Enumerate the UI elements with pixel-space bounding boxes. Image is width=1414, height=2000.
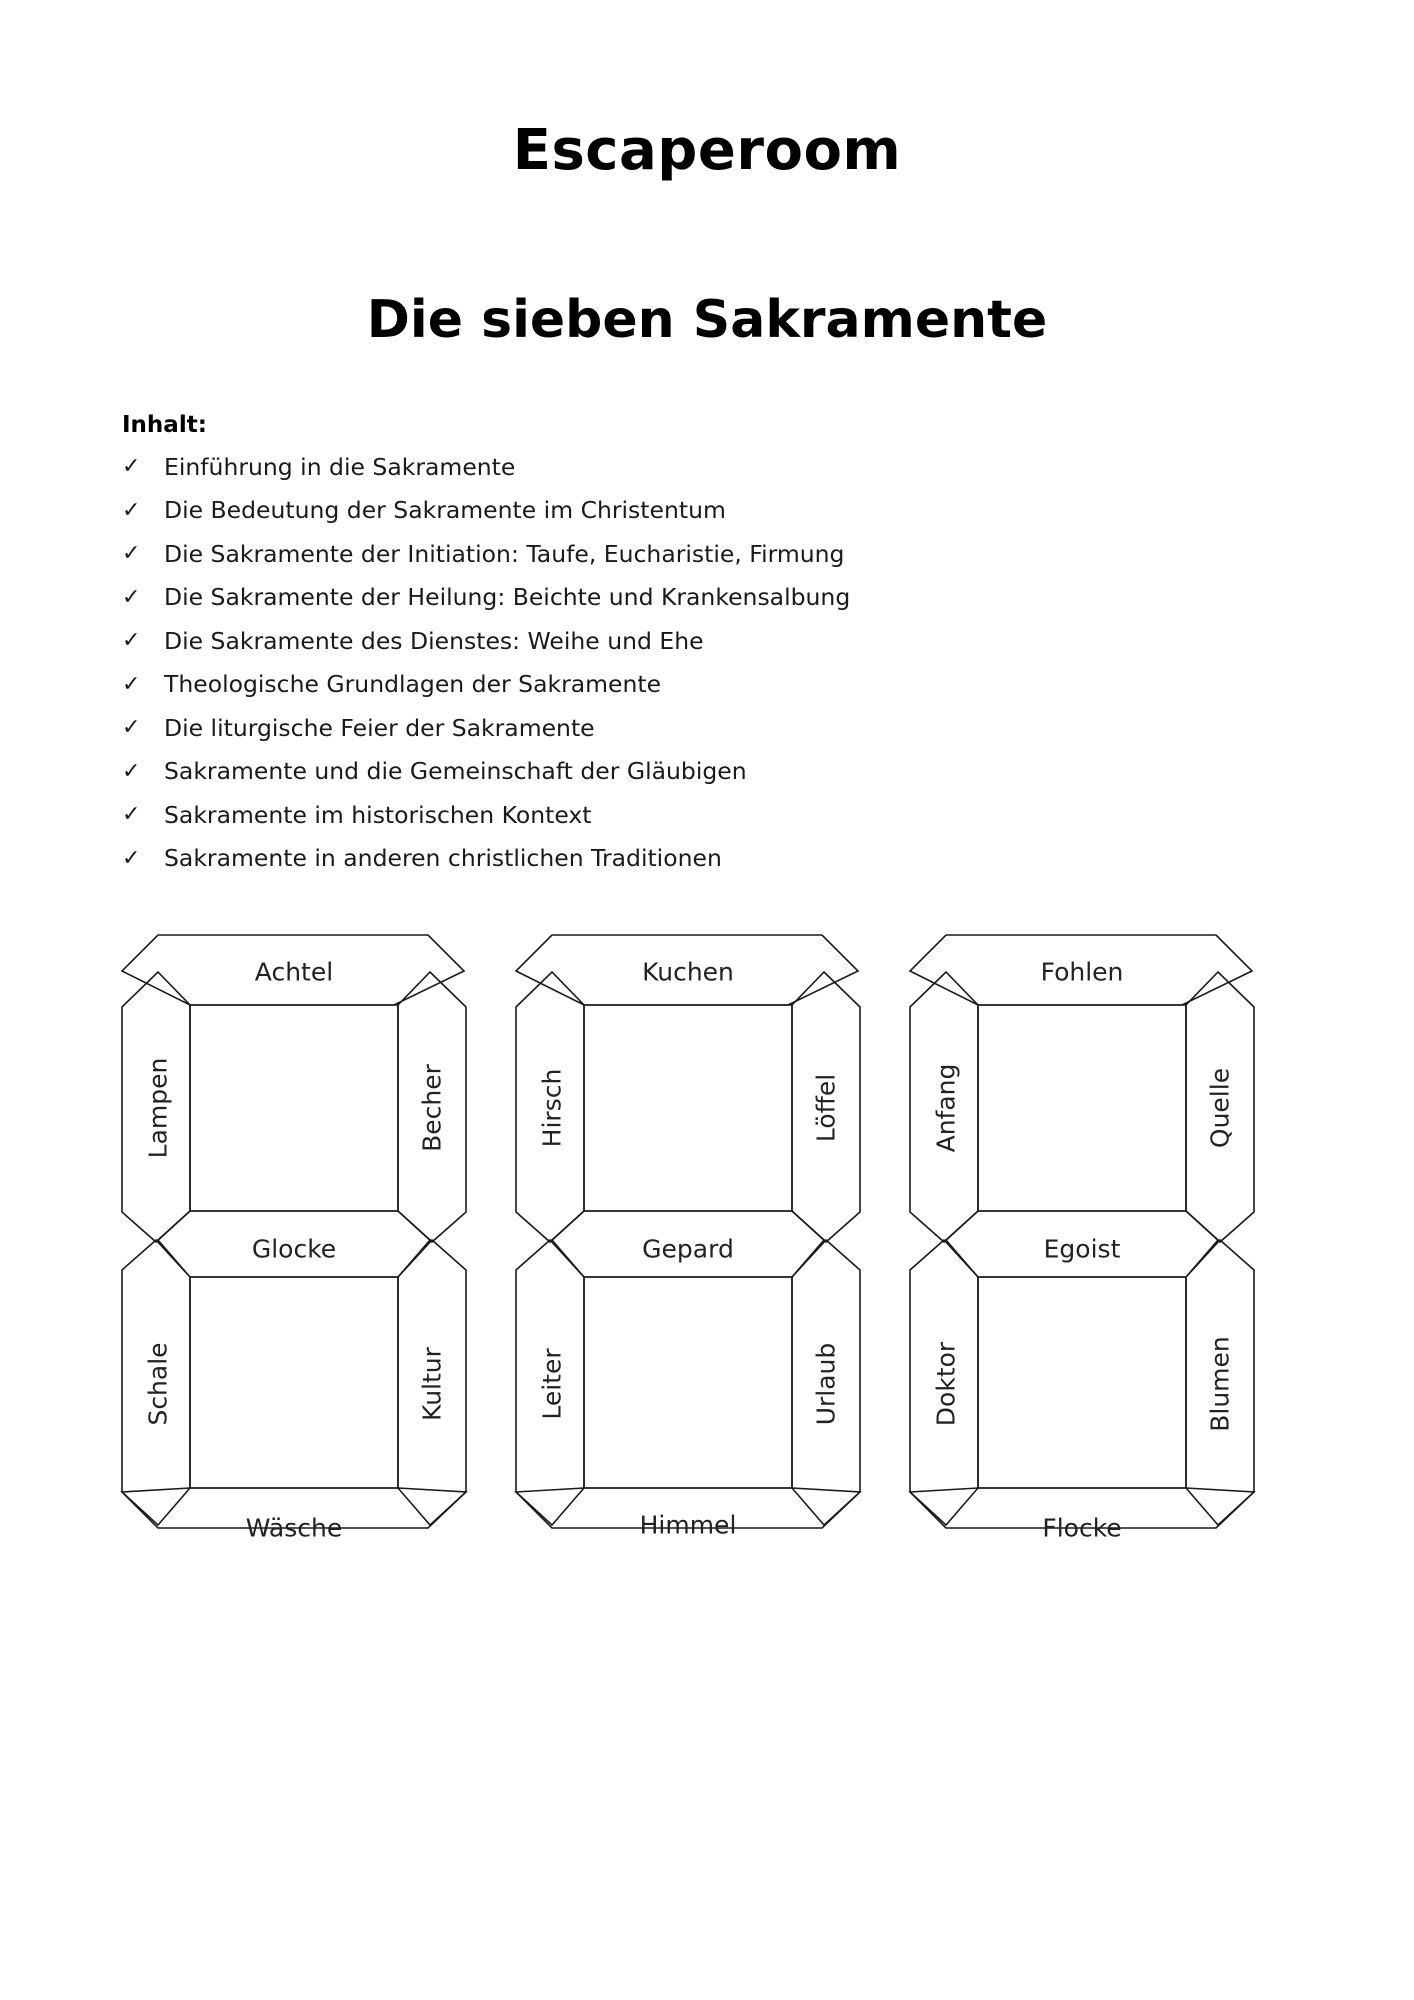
- list-item-text: Die Sakramente des Dienstes: Weihe und Ehe: [164, 626, 704, 655]
- checkmark-icon: ✓: [122, 454, 141, 480]
- list-item-text: Sakramente und die Gemeinschaft der Gläubigen: [164, 757, 747, 786]
- segment-label-upper-left: Anfang: [931, 1063, 961, 1153]
- checkmark-icon: ✓: [122, 584, 141, 610]
- checkmark-icon: ✓: [122, 497, 141, 523]
- segment-label-bottom: Wäsche: [245, 1513, 343, 1543]
- segment-label-upper-left: Lampen: [143, 1057, 173, 1159]
- segment-label-bottom: Himmel: [639, 1510, 737, 1540]
- lower-center-box: [190, 1277, 398, 1488]
- list-item-text: Sakramente in anderen christlichen Traditionen: [164, 844, 722, 873]
- checkmark-icon: ✓: [122, 628, 141, 654]
- segment-label-lower-right: Urlaub: [811, 1342, 841, 1426]
- contents-list: [122, 445, 850, 880]
- list-item: [122, 619, 850, 663]
- upper-center-box: [190, 1005, 398, 1211]
- list-item: [122, 663, 850, 707]
- segment-label-lower-left: Leiter: [537, 1348, 567, 1420]
- segment-label-bottom: Flocke: [1042, 1513, 1122, 1543]
- segment-label-upper-left: Hirsch: [537, 1068, 567, 1148]
- lower-center-box: [584, 1277, 792, 1488]
- contents-heading: Inhalt:: [122, 412, 207, 438]
- list-item-text: Die Sakramente der Heilung: Beichte und Krankensalbung: [164, 583, 851, 612]
- segment-label-upper-right: Becher: [417, 1064, 447, 1152]
- seven-segment-digit-3: [910, 935, 1254, 1565]
- seven-segment-digit-2: [516, 935, 860, 1565]
- list-item-text: Theologische Grundlagen der Sakramente: [164, 670, 662, 699]
- segment-label-middle: Egoist: [1043, 1234, 1121, 1264]
- checkmark-icon: ✓: [122, 758, 141, 784]
- segment-label-middle: Glocke: [251, 1234, 337, 1264]
- checkmark-icon: ✓: [122, 802, 141, 828]
- upper-center-box: [584, 1005, 792, 1211]
- list-item: [122, 489, 850, 533]
- list-item: [122, 793, 850, 837]
- list-item-text: Sakramente im historischen Kontext: [164, 800, 592, 829]
- segment-label-top: Kuchen: [642, 957, 734, 987]
- list-item-text: Die liturgische Feier der Sakramente: [164, 713, 595, 742]
- checkmark-icon: ✓: [122, 715, 141, 741]
- list-item: [122, 837, 850, 881]
- segment-label-lower-left: Doktor: [931, 1341, 961, 1427]
- upper-center-box: [978, 1005, 1186, 1211]
- list-item: [122, 706, 850, 750]
- segment-label-upper-right: Quelle: [1205, 1067, 1235, 1149]
- segment-label-lower-left: Schale: [143, 1342, 173, 1426]
- checkmark-icon: ✓: [122, 845, 141, 871]
- segment-label-top: Achtel: [254, 957, 334, 987]
- list-item: [122, 532, 850, 576]
- segment-label-lower-right: Blumen: [1205, 1336, 1235, 1432]
- segment-label-middle: Gepard: [642, 1234, 734, 1264]
- list-item: [122, 445, 850, 489]
- lower-center-box: [978, 1277, 1186, 1488]
- list-item-text: Die Bedeutung der Sakramente im Christentum: [164, 496, 726, 525]
- list-item-text: Einführung in die Sakramente: [164, 452, 516, 481]
- checkmark-icon: ✓: [122, 671, 141, 697]
- checkmark-icon: ✓: [122, 541, 141, 567]
- page-title: Escaperoom: [512, 118, 902, 183]
- list-item-text: Die Sakramente der Initiation: Taufe, Eucharistie, Firmung: [164, 539, 845, 568]
- segment-label-upper-right: Löffel: [811, 1073, 841, 1143]
- list-item: [122, 576, 850, 620]
- page-subtitle: Die sieben Sakramente: [366, 290, 1048, 350]
- segment-label-lower-right: Kultur: [417, 1347, 447, 1421]
- seven-segment-digit-1: [122, 935, 466, 1565]
- list-item: [122, 750, 850, 794]
- segment-label-top: Fohlen: [1040, 957, 1124, 987]
